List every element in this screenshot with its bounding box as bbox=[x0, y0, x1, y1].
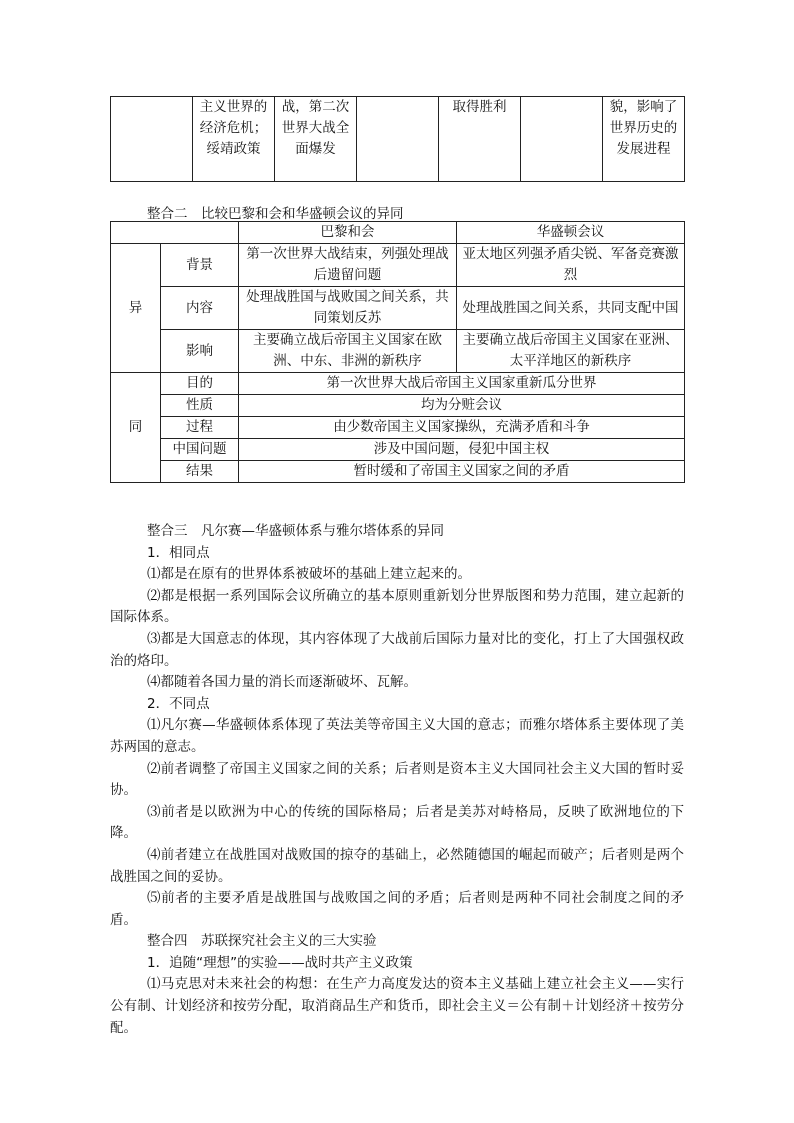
table-cell: 涉及中国问题，侵犯中国主权 bbox=[239, 439, 685, 461]
column-header: 华盛顿会议 bbox=[457, 222, 685, 244]
table-cell: 主义世界的经济危机；绥靖政策 bbox=[193, 97, 275, 182]
table-cell: 由少数帝国主义国家操纵，充满矛盾和斗争 bbox=[239, 417, 685, 439]
section-title: 整合四 苏联探究社会主义的三大实验 bbox=[147, 933, 377, 950]
row-label: 中国问题 bbox=[161, 439, 239, 461]
paragraph: ⑷前者建立在战胜国对战败国的掠夺的基础上，必然随德国的崛起而破产；后者则是两个战胜国之间的妥协。 bbox=[110, 846, 684, 885]
row-label: 结果 bbox=[161, 461, 239, 483]
table-row bbox=[111, 97, 685, 182]
paragraph: ⑵都是根据一系列国际会议所确立的基本原则重新划分世界版图和势力范围，建立起新的国际体系。 bbox=[110, 587, 684, 626]
row-label: 背景 bbox=[161, 244, 239, 287]
table-cell: 取得胜利 bbox=[439, 97, 521, 182]
table-cell: 暂时缓和了帝国主义国家之间的矛盾 bbox=[239, 461, 685, 483]
table-row bbox=[111, 373, 685, 395]
table-row bbox=[111, 439, 685, 461]
subheading: 1．相同点 bbox=[147, 544, 210, 561]
table-cell: 处理战胜国与战败国之间关系，共同策划反苏 bbox=[239, 287, 457, 330]
table-row bbox=[111, 417, 685, 439]
table-cell: 第一次世界大战结束，列强处理战后遗留问题 bbox=[239, 244, 457, 287]
table-cell bbox=[111, 97, 193, 182]
subheading: 2．不同点 bbox=[147, 695, 210, 712]
paragraph: ⑶前者是以欧洲为中心的传统的国际格局；后者是美苏对峙格局，反映了欧洲地位的下降。 bbox=[110, 803, 684, 842]
table-cell: 第一次世界大战后帝国主义国家重新瓜分世界 bbox=[239, 373, 685, 395]
table-row bbox=[111, 395, 685, 417]
table-corner-cell bbox=[111, 222, 239, 244]
table-cell: 貌，影响了世界历史的发展进程 bbox=[603, 97, 685, 182]
group-label: 同 bbox=[111, 373, 161, 483]
comparison-table bbox=[110, 221, 685, 483]
table-cell: 处理战胜国之间关系，共同支配中国 bbox=[457, 287, 685, 330]
paragraph: ⑶都是大国意志的体现，其内容体现了大战前后国际力量对比的变化，打上了大国强权政治的烙印。 bbox=[110, 630, 684, 669]
paragraph: ⑴都是在原有的世界体系被破坏的基础上建立起来的。 bbox=[147, 566, 471, 583]
table-cell bbox=[357, 97, 439, 182]
section-3 bbox=[110, 521, 684, 1039]
row-label: 内容 bbox=[161, 287, 239, 330]
table-row bbox=[111, 330, 685, 373]
paragraph: ⑴凡尔赛—华盛顿体系体现了英法美等帝国主义大国的意志；而雅尔塔体系主要体现了美苏两国的意志。 bbox=[110, 717, 684, 755]
group-label: 异 bbox=[111, 244, 161, 373]
column-header: 巴黎和会 bbox=[239, 222, 457, 244]
table-cell: 主要确立战后帝国主义国家在欧洲、中东、非洲的新秩序 bbox=[239, 330, 457, 373]
table-cell: 亚太地区列强矛盾尖锐、军备竞赛激烈 bbox=[457, 244, 685, 287]
paragraph: ⑸前者的主要矛盾是战胜国与战败国之间的矛盾；后者则是两种不同社会制度之间的矛盾。 bbox=[110, 890, 684, 928]
paragraph: ⑷都随着各国力量的消长而逐渐破坏、瓦解。 bbox=[147, 674, 417, 691]
table-cell bbox=[521, 97, 603, 182]
row-label: 影响 bbox=[161, 330, 239, 373]
table-row bbox=[111, 461, 685, 483]
row-label: 目的 bbox=[161, 373, 239, 395]
section-title: 整合三 凡尔赛—华盛顿体系与雅尔塔体系的异同 bbox=[147, 523, 444, 539]
row-label: 过程 bbox=[161, 417, 239, 439]
table-header-row bbox=[111, 222, 685, 244]
table-continuation bbox=[110, 96, 685, 182]
paragraph: ⑴马克思对未来社会的构想：在生产力高度发达的资本主义基础上建立社会主义——实行公有制、计划经济和按劳分配，取消商品生产和货币，即社会主义＝公有制＋计划经济＋按劳分配。 bbox=[110, 976, 684, 1036]
section-title: 整合二 比较巴黎和会和华盛顿会议的异同 bbox=[147, 206, 404, 222]
paragraph: ⑵前者调整了帝国主义国家之间的关系；后者则是资本主义大国同社会主义大国的暂时妥协。 bbox=[110, 760, 684, 799]
row-label: 性质 bbox=[161, 395, 239, 417]
table-cell: 战，第二次世界大战全面爆发 bbox=[275, 97, 357, 182]
table-row bbox=[111, 244, 685, 287]
table-row bbox=[111, 287, 685, 330]
subheading: 1．追随“理想”的实验——战时共产主义政策 bbox=[147, 954, 413, 971]
table-cell: 均为分赃会议 bbox=[239, 395, 685, 417]
table-cell: 主要确立战后帝国主义国家在亚洲、太平洋地区的新秩序 bbox=[457, 330, 685, 373]
